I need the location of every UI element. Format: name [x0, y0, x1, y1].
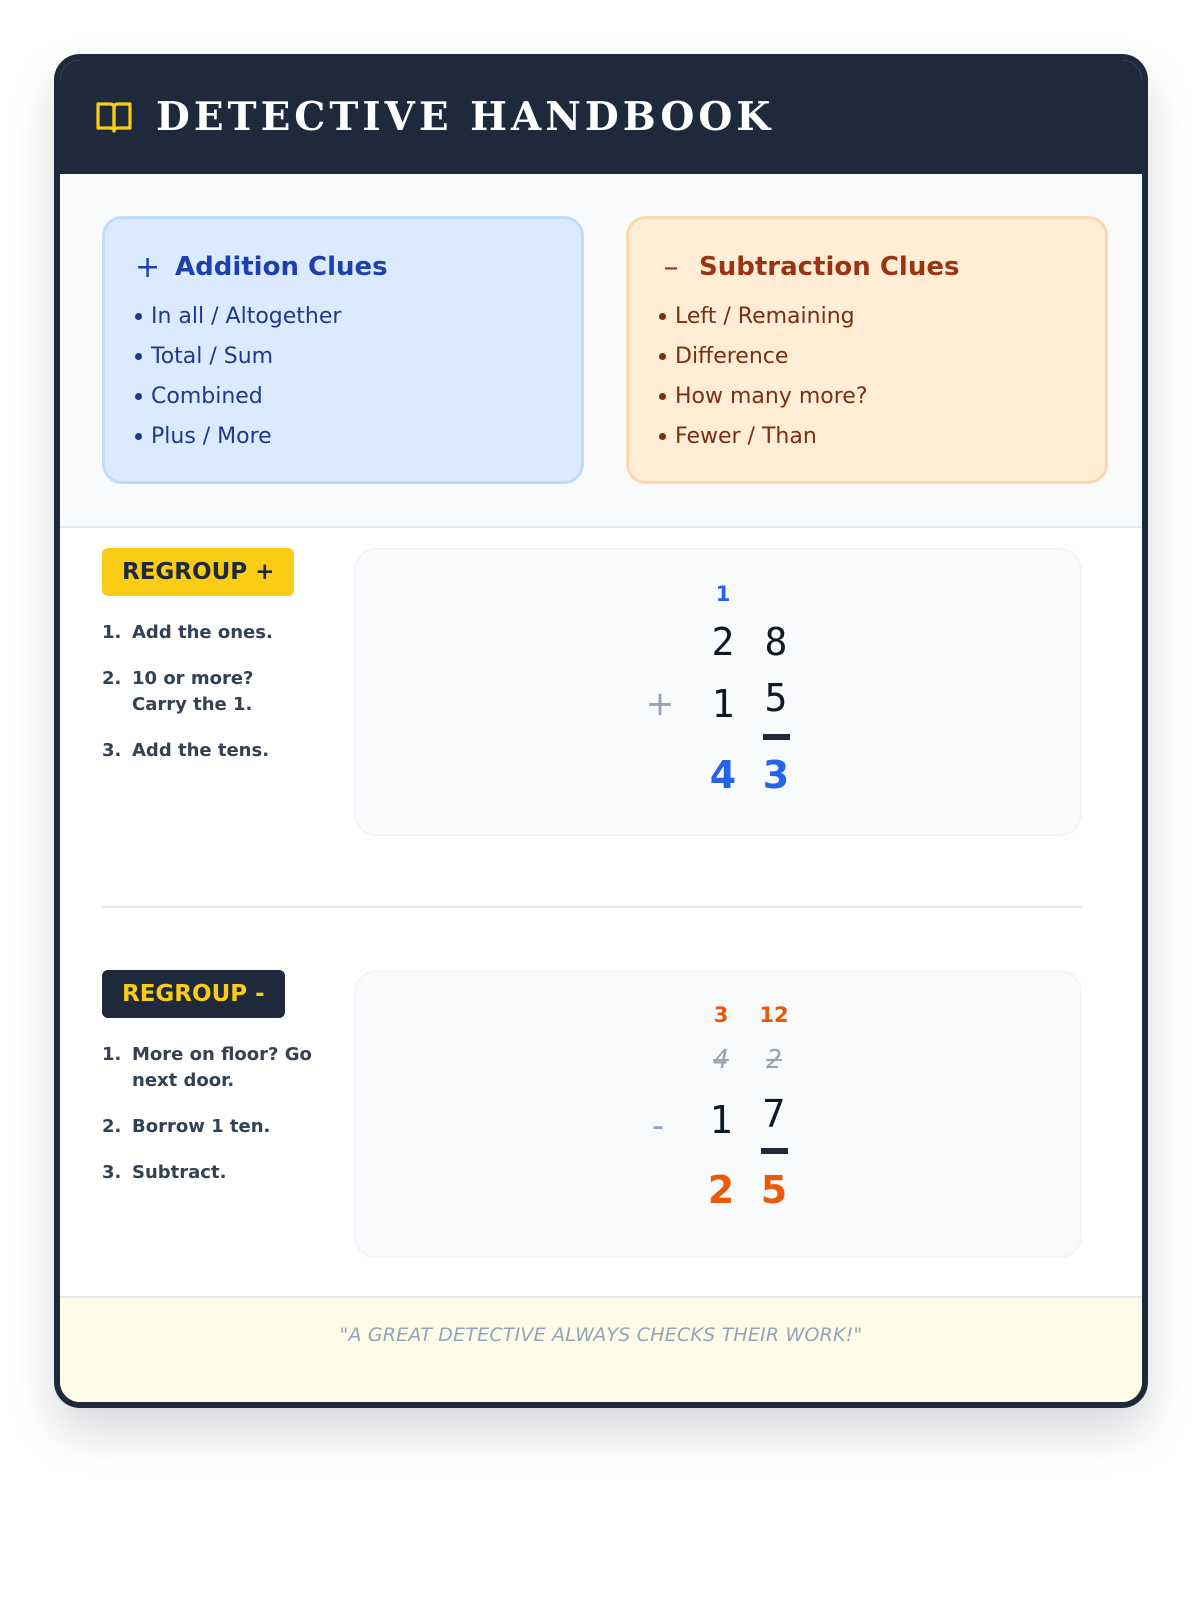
- bullet-icon: [135, 353, 142, 360]
- result-ones-digit: 5: [760, 1168, 788, 1212]
- plus-icon: +: [135, 249, 161, 285]
- list-item: Total / Sum: [135, 337, 581, 377]
- bullet-icon: [135, 313, 142, 320]
- subtraction-clues-title: Subtraction Clues: [699, 252, 960, 282]
- result-tens-digit: 4: [709, 753, 737, 797]
- regroup-plus-steps: [102, 620, 312, 784]
- borrow-tens-digit: 3: [713, 1003, 729, 1027]
- regroup-minus-steps: [102, 1042, 312, 1206]
- carry-digit: 1: [715, 582, 731, 606]
- list-item: Difference: [659, 337, 1105, 377]
- crossed-ones-digit: 2: [766, 1045, 782, 1075]
- step-item: 2. 10 or more? Carry the 1.: [102, 668, 254, 715]
- result-ones-digit: 3: [762, 753, 790, 797]
- result-tens-digit: 2: [707, 1168, 735, 1212]
- bottom-ones-digit: 5: [764, 676, 788, 720]
- regroup-plus-badge: REGROUP +: [102, 548, 294, 596]
- minus-icon: –: [663, 249, 679, 285]
- borrow-ones-digit: 12: [759, 1003, 789, 1027]
- list-item: How many more?: [659, 377, 1105, 417]
- subtraction-clues-card: [626, 216, 1108, 484]
- step-item: 2. Borrow 1 ten.: [102, 1116, 271, 1137]
- crossed-tens-digit: 4: [713, 1045, 729, 1075]
- bullet-icon: [659, 313, 666, 320]
- addition-example: [354, 548, 1082, 836]
- bullet-icon: [659, 393, 666, 400]
- subtraction-clues-list: [659, 297, 1105, 457]
- addition-clues-list: [135, 297, 581, 457]
- addition-clues-title: Addition Clues: [175, 252, 388, 282]
- list-item: In all / Altogether: [135, 297, 581, 337]
- step-item: 1. More on floor? Go next door.: [102, 1044, 312, 1091]
- handbook-card: [54, 54, 1148, 1408]
- step-item: 3. Add the tens.: [102, 740, 270, 761]
- top-tens-digit: 2: [711, 620, 735, 664]
- list-item: Fewer / Than: [659, 417, 1105, 457]
- answer-line: [763, 734, 790, 740]
- bottom-ones-digit: 7: [762, 1092, 786, 1136]
- regroup-minus-badge: REGROUP -: [102, 970, 285, 1018]
- footer: [60, 1296, 1142, 1408]
- plus-operator: +: [645, 684, 675, 724]
- clues-section: [60, 174, 1142, 528]
- bullet-icon: [135, 433, 142, 440]
- list-item: Plus / More: [135, 417, 581, 457]
- bullet-icon: [135, 393, 142, 400]
- top-ones-digit: 8: [764, 620, 788, 664]
- bottom-tens-digit: 1: [709, 1098, 733, 1142]
- addition-clues-card: [102, 216, 584, 484]
- section-divider: [102, 906, 1082, 908]
- page-title: DETECTIVE HANDBOOK: [156, 94, 775, 140]
- list-item: Left / Remaining: [659, 297, 1105, 337]
- footer-quote: "A GREAT DETECTIVE ALWAYS CHECKS THEIR WORK!": [339, 1324, 863, 1346]
- list-item: Combined: [135, 377, 581, 417]
- bottom-tens-digit: 1: [711, 682, 735, 726]
- subtraction-example: [354, 970, 1082, 1258]
- step-item: 1. Add the ones.: [102, 622, 273, 643]
- book-icon: [94, 97, 134, 137]
- step-item: 3. Subtract.: [102, 1162, 227, 1183]
- handbook-header: [60, 60, 1142, 174]
- minus-operator: -: [651, 1106, 665, 1146]
- bullet-icon: [659, 433, 666, 440]
- answer-line: [761, 1148, 788, 1154]
- bullet-icon: [659, 353, 666, 360]
